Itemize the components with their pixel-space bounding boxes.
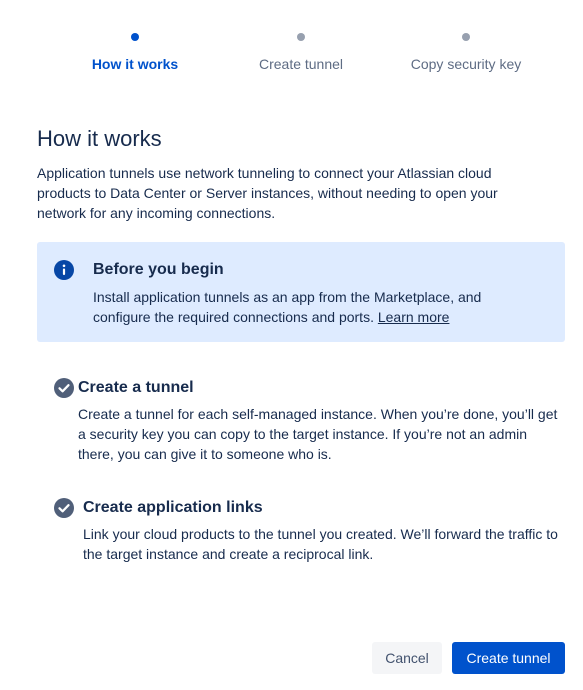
list-item-body: Create a tunnel for each self-managed instance. When you’re done, you’ll get a security key you can copy to the target instance. If you’re not an admin there, you can give it to someone who is. <box>78 406 558 462</box>
info-panel-title: Before you begin <box>93 261 224 278</box>
before-you-begin-panel <box>37 242 565 342</box>
check-circle-icon <box>53 377 75 399</box>
step-label: Copy security key <box>410 56 522 72</box>
create-tunnel-button[interactable]: Create tunnel <box>452 642 565 674</box>
step-label: Create tunnel <box>258 56 344 72</box>
step-how-it-works <box>55 30 215 72</box>
list-item-title: Create a tunnel <box>78 379 194 396</box>
step-create-tunnel <box>221 30 381 72</box>
info-panel-text: Install application tunnels as an app from the Marketplace, and configure the required connections and ports. <box>93 289 482 325</box>
learn-more-link[interactable]: Learn more <box>377 309 450 325</box>
step-dot <box>297 33 305 41</box>
step-copy-security-key <box>386 30 546 72</box>
list-item-title: Create application links <box>83 499 263 516</box>
page-title: How it works <box>37 126 162 151</box>
info-icon <box>54 260 74 280</box>
check-circle-icon <box>53 497 75 519</box>
progress-stepper <box>0 30 583 80</box>
step-label: How it works <box>91 56 179 72</box>
list-item-body: Link your cloud products to the tunnel you created. We’ll forward the traffic to the target instance and create a reciprocal link. <box>83 526 558 562</box>
cancel-button[interactable]: Cancel <box>372 642 442 674</box>
step-active-dot <box>131 33 139 41</box>
step-dot <box>462 33 470 41</box>
info-panel-body <box>93 287 533 327</box>
intro-text: Application tunnels use network tunneling to connect your Atlassian cloud products to Data Center or Server instances, without needing to open your network for any incoming connections. <box>37 165 498 221</box>
